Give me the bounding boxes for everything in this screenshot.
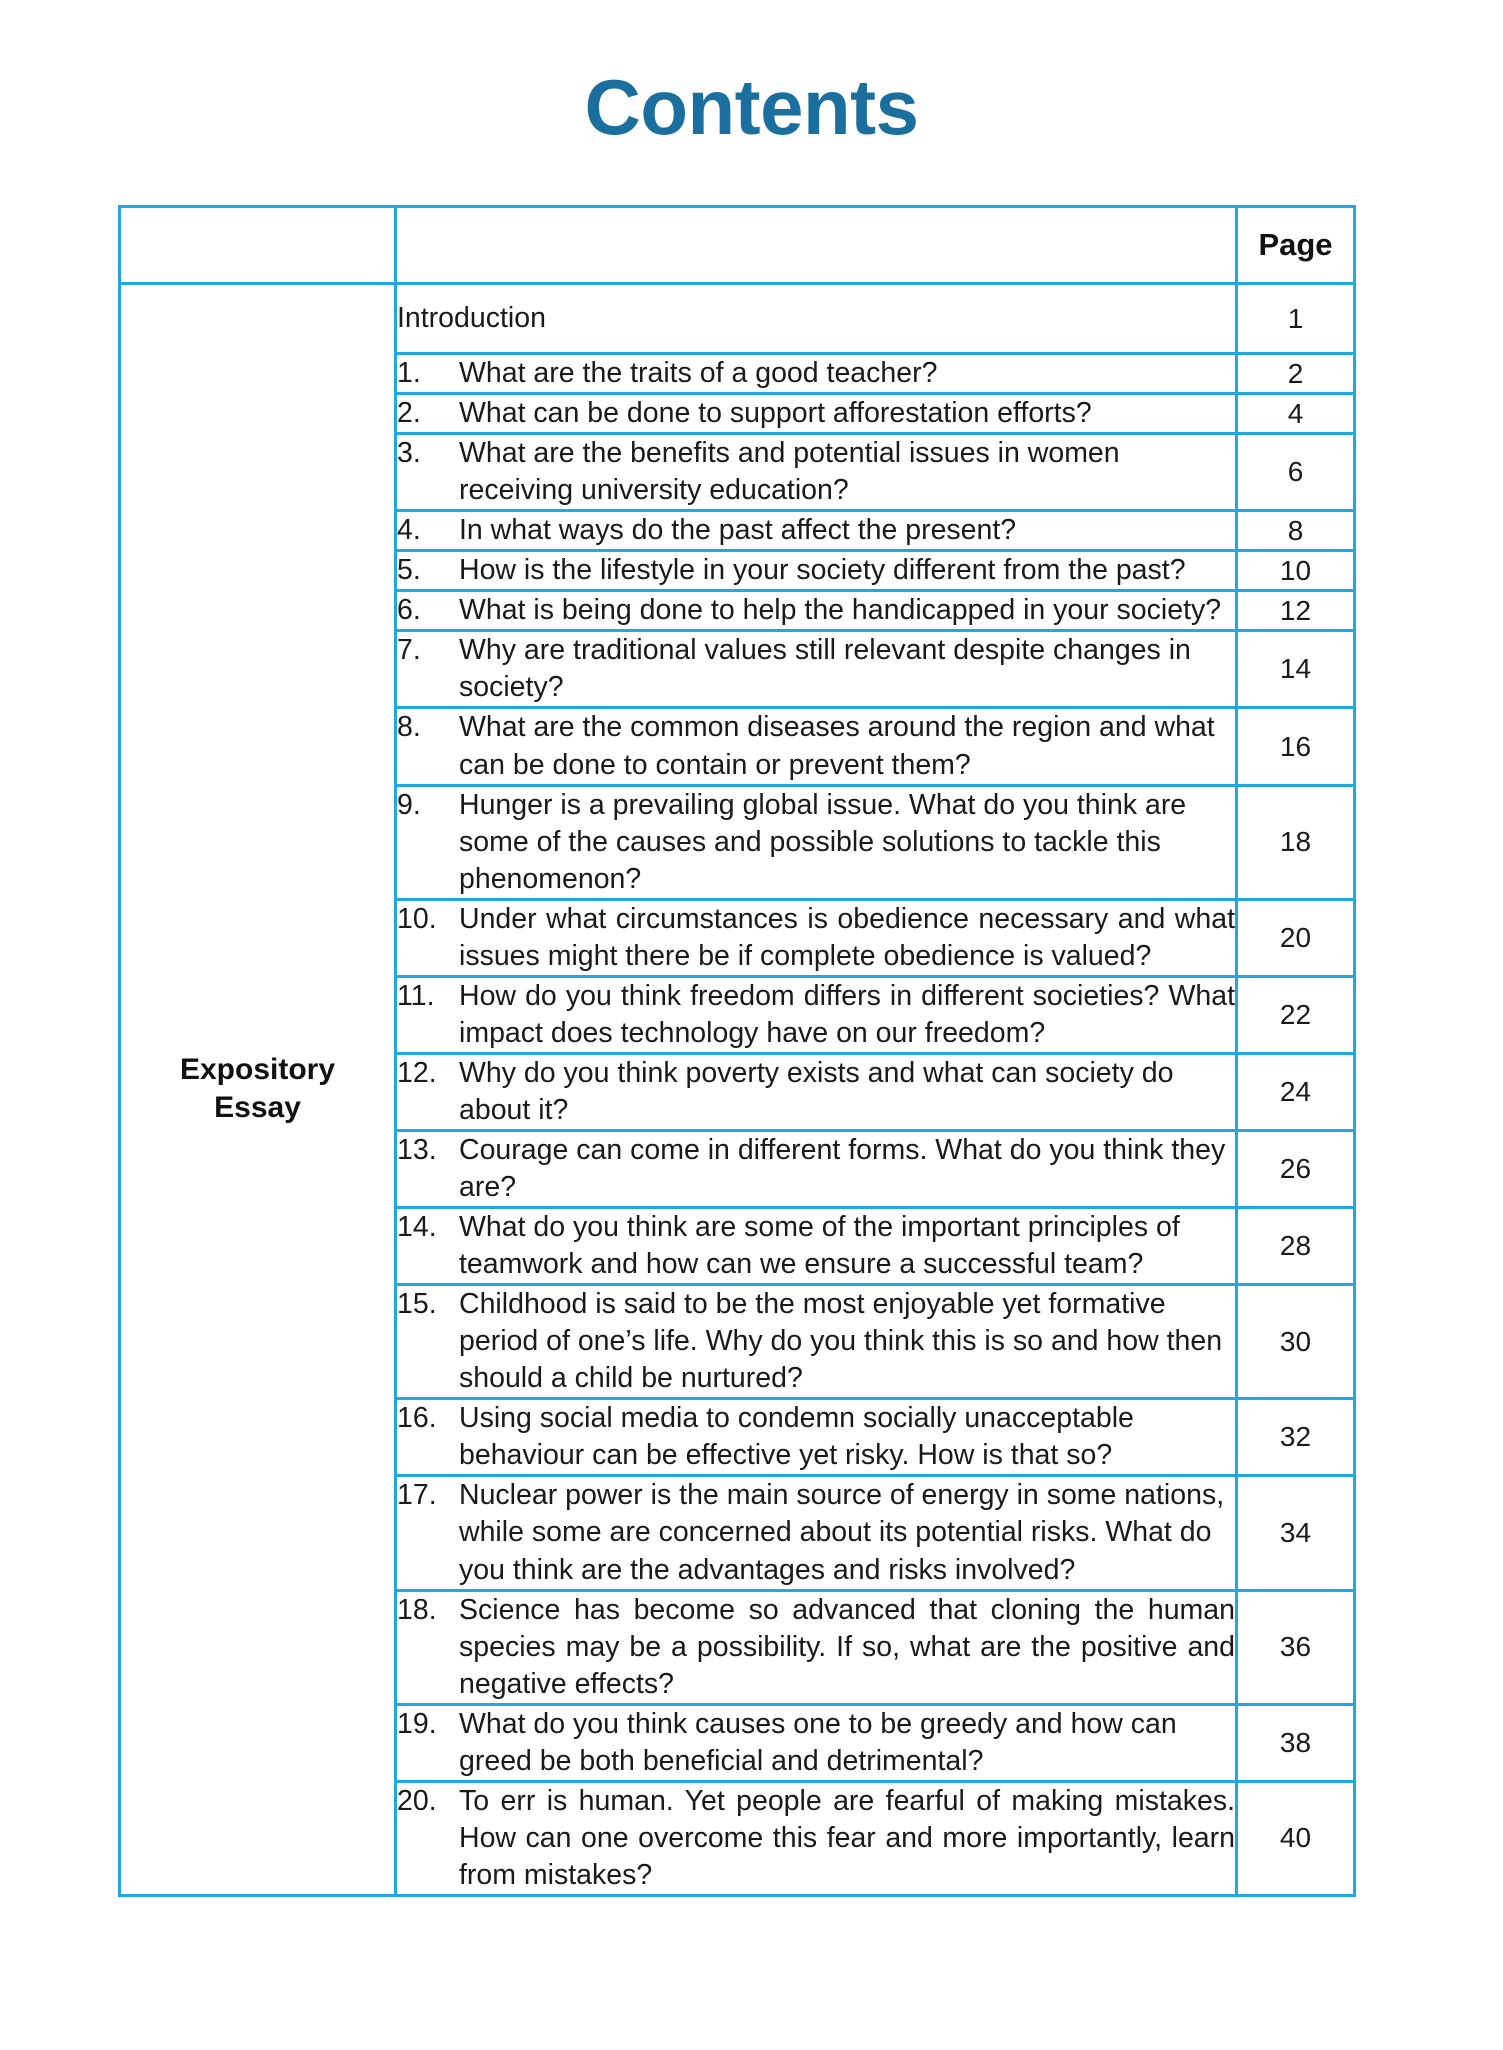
entry-cell (396, 434, 1237, 511)
entry-title: What is being done to help the handicapped in your society? (459, 594, 1222, 627)
entry-number: 15. (397, 1288, 437, 1321)
entry-page-number: 4 (1237, 394, 1355, 434)
entry-number: 17. (397, 1479, 437, 1512)
entry-page-number: 2 (1237, 354, 1355, 394)
entry-title: In what ways do the past affect the present? (459, 514, 1017, 547)
category-label-line-2: Essay (214, 1091, 301, 1125)
entry-cell (396, 1476, 1237, 1590)
entry-title: Introduction (397, 302, 546, 334)
entry-number: 18. (397, 1593, 437, 1626)
entry-number: 20. (397, 1784, 437, 1817)
entry-cell (396, 1208, 1237, 1285)
entry-title: Childhood is said to be the most enjoyable yet formative period of one’s life. Why do you think this is so and how then should a child be nurtured? (459, 1288, 1223, 1395)
entry-page-number: 8 (1237, 511, 1355, 551)
entry-page-number: 36 (1237, 1590, 1355, 1704)
category-label-line-1: Expository (179, 1053, 336, 1087)
entry-page-number: 22 (1237, 976, 1355, 1053)
header-cell-item (396, 207, 1237, 284)
entry-number: 5. (397, 554, 421, 587)
entry-page-number: 30 (1237, 1285, 1355, 1399)
entry-page-number: 14 (1237, 631, 1355, 708)
entry-number: 6. (397, 594, 421, 627)
entry-page-number: 28 (1237, 1208, 1355, 1285)
page-title: Contents (584, 63, 919, 151)
entry-cell (396, 899, 1237, 976)
entry-page-number: 20 (1237, 899, 1355, 976)
entry-title: What do you think are some of the important principles of teamwork and how can we ensure a successful team? (459, 1211, 1180, 1281)
entry-page-number: 26 (1237, 1130, 1355, 1207)
entry-cell (396, 284, 1237, 354)
entry-number: 4. (397, 514, 421, 547)
entry-cell (396, 631, 1237, 708)
entry-page-number: 6 (1237, 434, 1355, 511)
entry-number: 12. (397, 1056, 437, 1089)
entry-number: 9. (397, 788, 421, 821)
entry-number: 3. (397, 437, 421, 470)
entry-page-number: 34 (1237, 1476, 1355, 1590)
entry-title: What are the benefits and potential issues in women receiving university education? (459, 437, 1120, 507)
entry-title: Why are traditional values still relevant despite changes in society? (459, 634, 1191, 704)
entry-page-number: 1 (1237, 284, 1355, 354)
entry-page-number: 12 (1237, 591, 1355, 631)
entry-title: Courage can come in different forms. What do you think they are? (459, 1133, 1226, 1204)
entry-title: How do you think freedom differs in different societies? What impact does technology have on our freedom? (459, 979, 1235, 1049)
entry-number: 1. (397, 357, 421, 390)
entry-cell (396, 708, 1237, 785)
entry-cell (396, 976, 1237, 1053)
entry-page-number: 38 (1237, 1704, 1355, 1781)
category-cell-expository-essay (120, 284, 396, 1896)
entry-title: What can be done to support afforestation efforts? (459, 397, 1092, 430)
entry-number: 19. (397, 1707, 437, 1740)
entry-cell (396, 591, 1237, 631)
entry-title: Under what circumstances is obedience necessary and what issues might there be if complete obedience is valued? (459, 902, 1235, 972)
entry-title: What are the common diseases around the region and what can be done to contain or prevent them? (459, 711, 1215, 781)
entry-cell (396, 1053, 1237, 1130)
entry-title: Using social media to condemn socially unacceptable behaviour can be effective yet risky. How is that so? (459, 1402, 1134, 1472)
entry-cell (396, 1399, 1237, 1476)
entry-page-number: 16 (1237, 708, 1355, 785)
entry-cell (396, 354, 1237, 394)
entry-number: 10. (397, 902, 437, 935)
entry-number: 14. (397, 1211, 437, 1244)
entry-title: Science has become so advanced that cloning the human species may be a possibility. If so, what are the positive and negative effects? (459, 1593, 1235, 1700)
entry-page-number: 10 (1237, 551, 1355, 591)
entry-number: 2. (397, 397, 421, 430)
entry-title: Nuclear power is the main source of energy in some nations, while some are concerned about its potential risks. What do you think are the advantages and risks involved? (459, 1479, 1225, 1586)
header-cell-page: Page (1237, 207, 1355, 284)
entry-cell (396, 1590, 1237, 1704)
entry-page-number: 40 (1237, 1781, 1355, 1895)
entry-cell (396, 1704, 1237, 1781)
entry-title: How is the lifestyle in your society different from the past? (459, 554, 1186, 587)
entry-cell (396, 1285, 1237, 1399)
entry-cell (396, 511, 1237, 551)
entry-number: 13. (397, 1133, 437, 1166)
entry-page-number: 24 (1237, 1053, 1355, 1130)
header-cell-category (120, 207, 396, 284)
entry-title: What are the traits of a good teacher? (459, 357, 938, 390)
entry-number: 11. (397, 979, 435, 1012)
entry-cell (396, 785, 1237, 899)
entry-title: To err is human. Yet people are fearful of making mistakes. How can one overcome this fear and more importantly, learn from mistakes? (459, 1784, 1235, 1891)
entry-title: Hunger is a prevailing global issue. What do you think are some of the causes and possible solutions to tackle this phenomenon? (459, 788, 1187, 895)
entry-page-number: 18 (1237, 785, 1355, 899)
entry-cell (396, 394, 1237, 434)
entry-number: 8. (397, 711, 421, 744)
table-row (120, 284, 1355, 354)
entry-title: Why do you think poverty exists and what can society do about it? (459, 1056, 1174, 1126)
entry-title: What do you think causes one to be greedy and how can greed be both beneficial and detrimental? (459, 1707, 1177, 1777)
entry-number: 16. (397, 1402, 437, 1435)
entry-cell (396, 1130, 1237, 1207)
table-of-contents (118, 205, 1356, 1897)
table-header-row (120, 207, 1355, 284)
entry-cell (396, 551, 1237, 591)
entry-page-number: 32 (1237, 1399, 1355, 1476)
entry-cell (396, 1781, 1237, 1895)
entry-number: 7. (397, 634, 421, 667)
